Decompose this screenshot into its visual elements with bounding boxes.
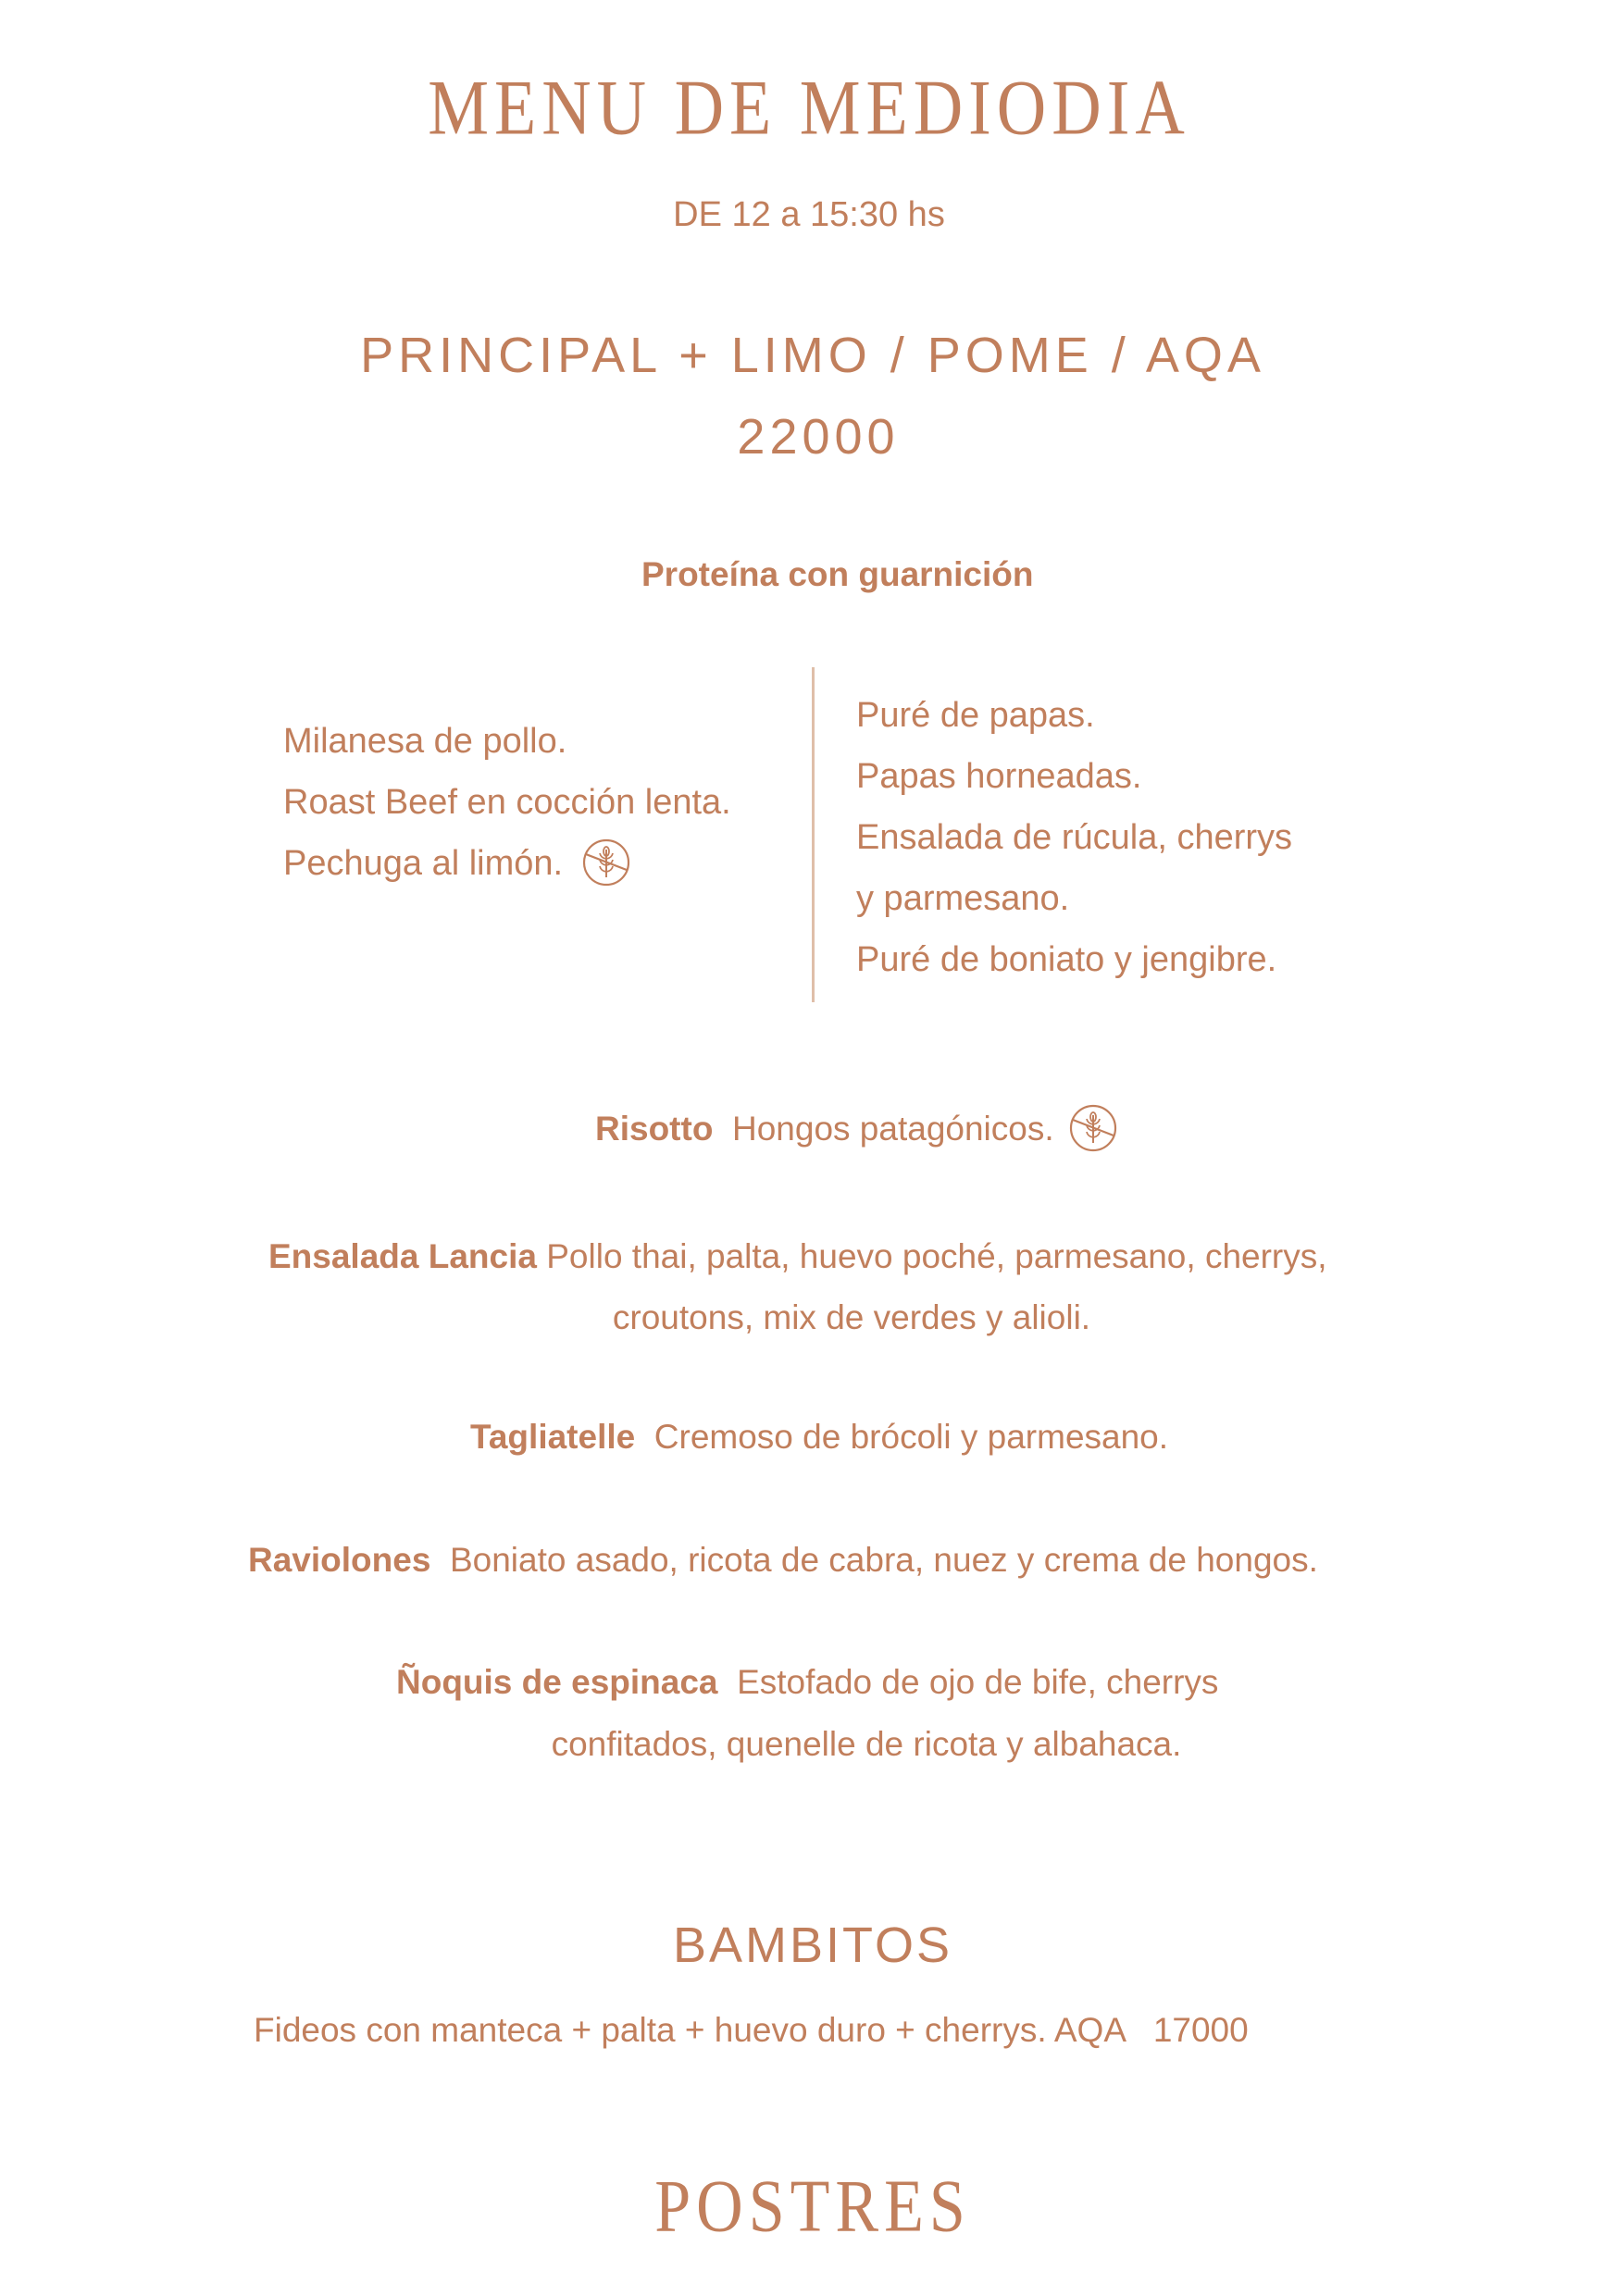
gluten-free-icon	[582, 838, 630, 887]
side-item: y parmesano.	[856, 879, 1070, 918]
bambitos-title: BAMBITOS	[672, 1917, 953, 1973]
dish-name: Ñoquis de espinaca	[396, 1663, 718, 1701]
side-item: Puré de boniato y jengibre.	[856, 940, 1277, 979]
dish-description: Hongos patagónicos.	[732, 1110, 1054, 1148]
dish-raviolones	[248, 1534, 1318, 1586]
bambitos-description: Fideos con manteca + palta + huevo duro + cherrys. AQA	[254, 2011, 1125, 2049]
dish-description: Estofado de ojo de bife, cherrys	[737, 1663, 1219, 1701]
dish-description: Boniato asado, ricota de cabra, nuez y crema de hongos.	[449, 1541, 1318, 1579]
dish-description: Pollo thai, palta, huevo poché, parmesano, cherrys,	[546, 1237, 1327, 1275]
dish-name: Ensalada Lancia	[268, 1237, 537, 1275]
protein-list	[283, 711, 731, 894]
side-item: Ensalada de rúcula, cherrys	[856, 818, 1293, 857]
column-divider	[812, 667, 815, 1002]
dish-ensalada-lancia	[268, 1226, 1327, 1287]
dish-name: Tagliatelle	[470, 1418, 636, 1456]
protein-item: Roast Beef en cocción lenta.	[283, 783, 731, 822]
dish-description-continued: croutons, mix de verdes y alioli.	[612, 1298, 1091, 1336]
combo-title: PRINCIPAL + LIMO / POME / AQA	[360, 328, 1265, 383]
gluten-free-icon	[1069, 1104, 1117, 1152]
side-item: Papas horneadas.	[856, 757, 1142, 796]
dish-name: Risotto	[595, 1110, 714, 1148]
protein-item-label: Pechuga al limón.	[283, 844, 564, 883]
side-item: Puré de papas.	[856, 696, 1095, 735]
protein-item: Milanesa de pollo.	[283, 722, 567, 761]
bambitos-price: 17000	[1152, 2011, 1249, 2049]
protein-heading: Proteína con guarnición	[641, 555, 1034, 593]
dish-risotto	[595, 1103, 1117, 1155]
dish-description: Cremoso de brócoli y parmesano.	[653, 1418, 1169, 1456]
postres-title: POSTRES	[654, 2166, 971, 2248]
dish-description-continued: confitados, quenelle de ricota y albahaca.	[551, 1725, 1182, 1763]
protein-item	[283, 833, 731, 894]
dish-noquis	[396, 1657, 1218, 1708]
schedule: DE 12 a 15:30 hs	[673, 195, 945, 234]
sides-list	[856, 685, 1292, 990]
menu-title: MENU DE MEDIODIA	[428, 64, 1190, 153]
dish-name: Raviolones	[248, 1541, 431, 1579]
combo-price: 22000	[737, 409, 900, 465]
bambitos-line	[254, 2004, 1249, 2056]
dish-tagliatelle	[470, 1411, 1168, 1463]
